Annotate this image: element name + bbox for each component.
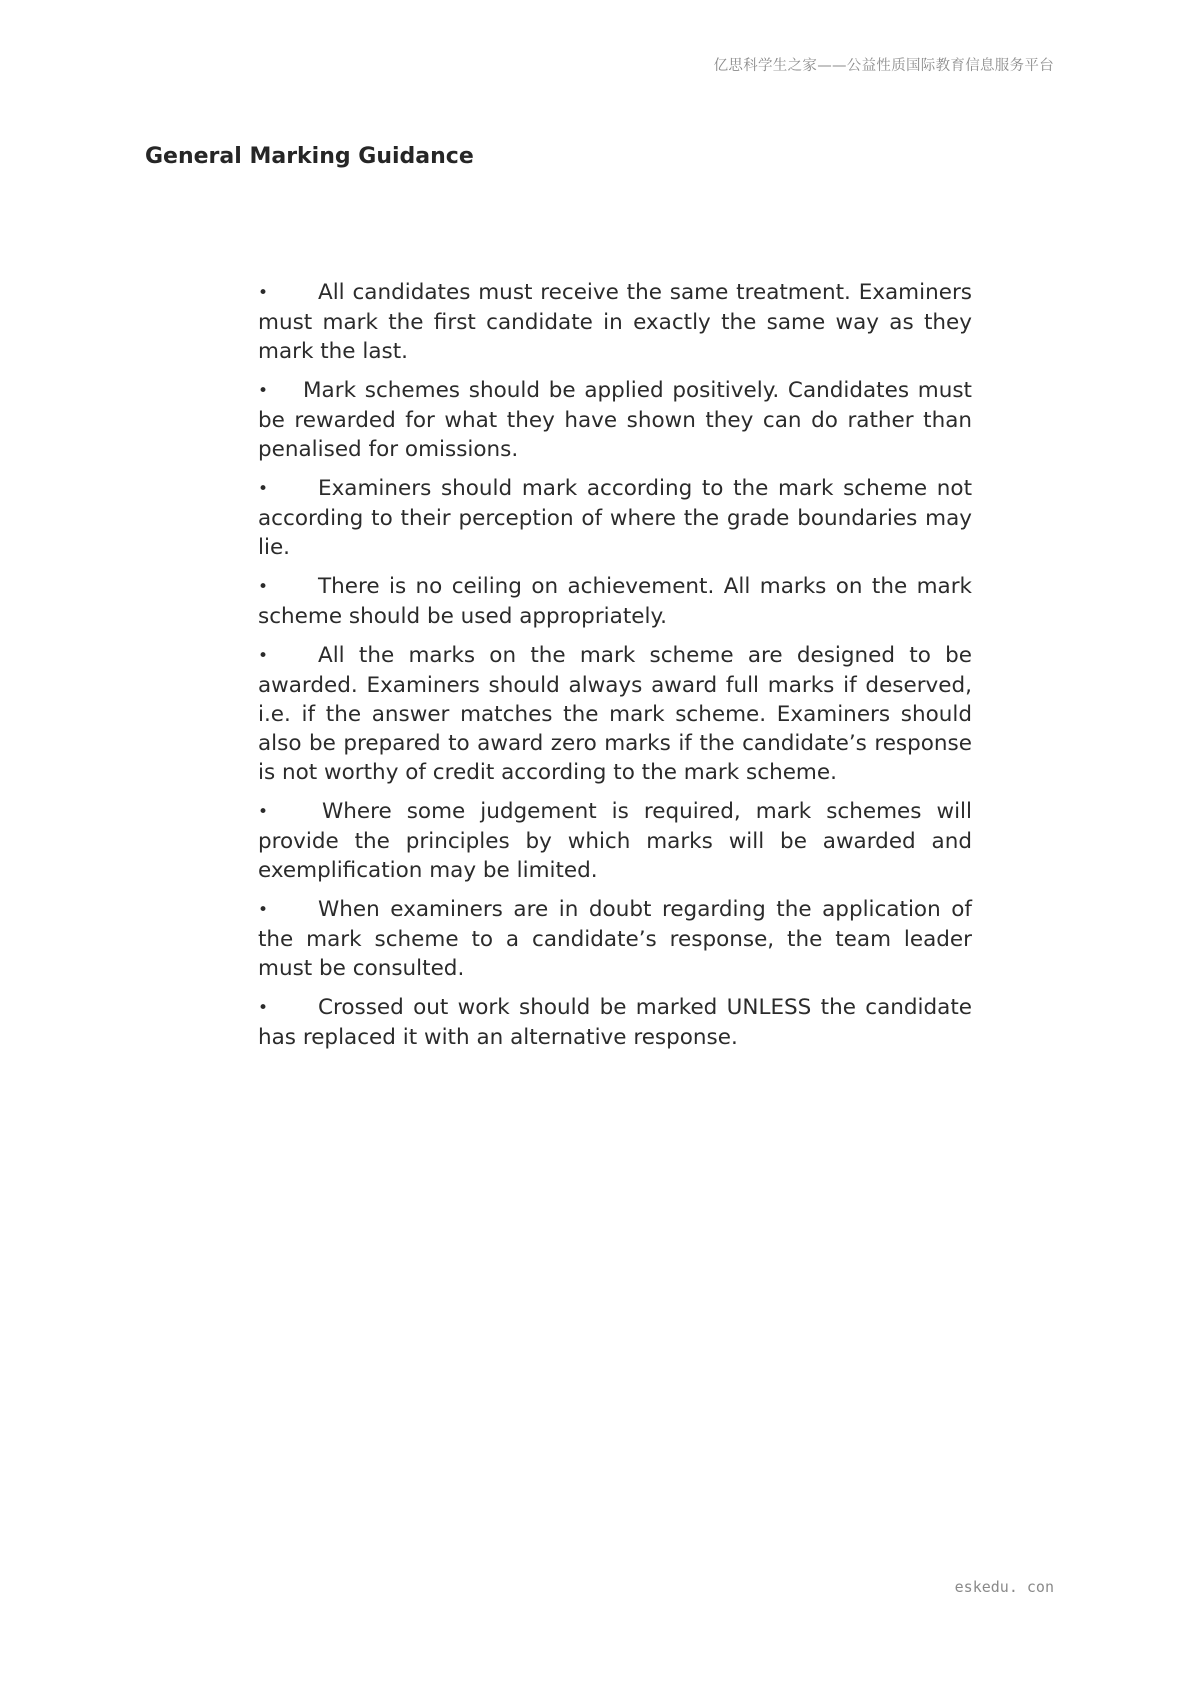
guidance-text: All the marks on the mark scheme are designed to be awarded. Examiners should always award full marks if deserved, i.e. if the answer matches the mark scheme. Examiners should also be prepared to award zero marks if the candidate’s response is not worthy of credit according to the mark scheme. bbox=[258, 643, 972, 785]
bullet-icon: • bbox=[258, 998, 269, 1018]
bullet-icon: • bbox=[258, 900, 269, 920]
guidance-item bbox=[258, 474, 972, 562]
bullet-icon: • bbox=[258, 646, 269, 666]
guidance-text: When examiners are in doubt regarding the application of the mark scheme to a candidate’s response, the team leader must be consulted. bbox=[258, 897, 972, 981]
guidance-text: Examiners should mark according to the mark scheme not according to their perception of where the grade boundaries may lie. bbox=[258, 476, 972, 560]
guidance-item bbox=[258, 993, 972, 1052]
guidance-item bbox=[258, 797, 972, 885]
guidance-text: Crossed out work should be marked UNLESS the candidate has replaced it with an alternative response. bbox=[258, 995, 972, 1050]
bullet-icon: • bbox=[258, 479, 269, 499]
guidance-text: Where some judgement is required, mark schemes will provide the principles by which marks will be awarded and exemplification may be limited. bbox=[258, 799, 972, 883]
guidance-item bbox=[258, 572, 972, 631]
guidance-item bbox=[258, 278, 972, 366]
guidance-item bbox=[258, 376, 972, 464]
guidance-text: All candidates must receive the same treatment. Examiners must mark the first candidate in exactly the same way as they mark the last. bbox=[258, 280, 972, 364]
footer-watermark: eskedu. con bbox=[954, 1578, 1054, 1596]
bullet-icon: • bbox=[258, 283, 269, 303]
header-watermark: 亿思科学生之家——公益性质国际教育信息服务平台 bbox=[713, 58, 1054, 74]
page-title: General Marking Guidance bbox=[145, 144, 474, 169]
guidance-item bbox=[258, 641, 972, 787]
guidance-text: Mark schemes should be applied positively. Candidates must be rewarded for what they have shown they can do rather than penalised for omissions. bbox=[258, 378, 972, 462]
guidance-text: There is no ceiling on achievement. All marks on the mark scheme should be used appropriately. bbox=[258, 574, 972, 629]
guidance-list bbox=[258, 278, 972, 1062]
bullet-icon: • bbox=[258, 802, 269, 822]
bullet-icon: • bbox=[258, 381, 269, 401]
bullet-icon: • bbox=[258, 577, 269, 597]
guidance-item bbox=[258, 895, 972, 983]
